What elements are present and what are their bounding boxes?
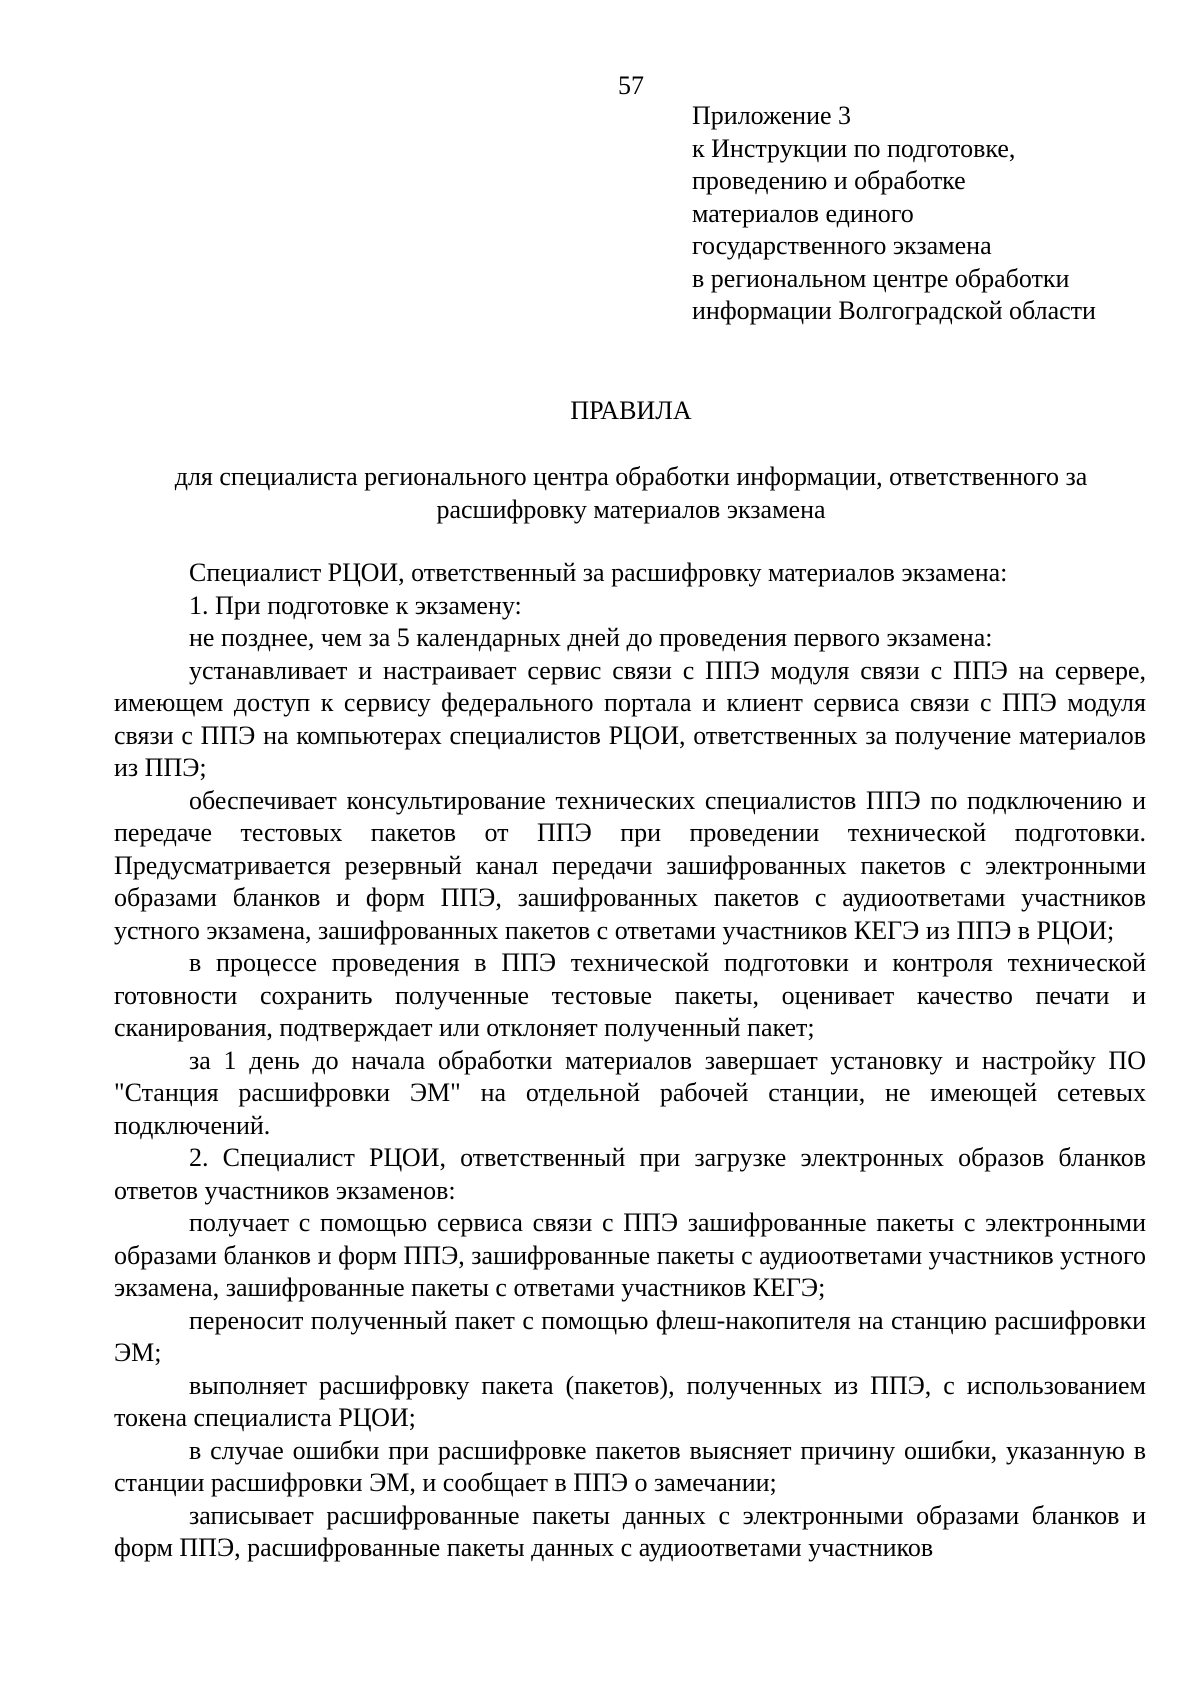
- appendix-line: к Инструкции по подготовке,: [692, 133, 1016, 163]
- appendix-line: проведению и обработке: [692, 166, 966, 195]
- appendix-line: в региональном центре обработки: [692, 263, 1070, 293]
- paragraph: 2. Специалист РЦОИ, ответственный при загрузке электронных образов бланков ответов участников экзаменов:: [114, 1143, 1146, 1205]
- appendix-header: [692, 100, 1172, 328]
- paragraph: в процессе проведения в ППЭ технической подготовки и контроля технической готовности сохранить полученные тестовые пакеты, оценивает качество печати и сканирования, подтверждает или отклоняет полученный пакет;: [114, 948, 1146, 1042]
- paragraph: получает с помощью сервиса связи с ППЭ зашифрованные пакеты с электронными образами бланков и форм ППЭ, зашифрованные пакеты с аудиоответами участников устного экзамена, зашифрованные пакеты с ответами участников КЕГЭ;: [114, 1208, 1146, 1302]
- appendix-line: государственного экзамена: [692, 231, 992, 260]
- paragraph: записывает расшифрованные пакеты данных с электронными образами бланков и форм ППЭ, расшифрованные пакеты данных с аудиоответами участников: [114, 1500, 1146, 1562]
- document-title: ПРАВИЛА: [570, 396, 692, 425]
- paragraph: Специалист РЦОИ, ответственный за расшифровку материалов экзамена:: [189, 558, 1008, 587]
- paragraph: устанавливает и настраивает сервис связи с ППЭ модуля связи с ППЭ на сервере, имеющем доступ к сервису федерального портала и клиент сервиса связи с ППЭ модуля связи с ППЭ на компьютерах специалистов РЦОИ, ответственных за получение материалов из ППЭ;: [114, 655, 1146, 782]
- document-body: [114, 557, 1146, 1565]
- appendix-line: материалов единого: [692, 198, 914, 228]
- paragraph: в случае ошибки при расшифровке пакетов выясняет причину ошибки, указанную в станции расшифровки ЭМ, и сообщает в ППЭ о замечании;: [114, 1435, 1146, 1497]
- document-subtitle: для специалиста регионального центра обработки информации, ответственного за расшифровку материалов экзамена: [174, 462, 1088, 524]
- paragraph: выполняет расшифровку пакета (пакетов), полученных из ППЭ, с использованием токена специалиста РЦОИ;: [114, 1370, 1146, 1432]
- paragraph: переносит полученный пакет с помощью флеш-накопителя на станцию расшифровки ЭМ;: [114, 1305, 1146, 1367]
- paragraph: не позднее, чем за 5 календарных дней до проведения первого экзамена:: [189, 623, 993, 652]
- page-number: 57: [618, 71, 644, 100]
- appendix-line: Приложение 3: [692, 101, 852, 130]
- paragraph: обеспечивает консультирование технических специалистов ППЭ по подключению и передаче тестовых пакетов от ППЭ при проведении технической подготовки. Предусматривается резервный канал передачи зашифрованных пакетов с электронными образами бланков и форм ППЭ, зашифрованных пакетов с аудиоответами участников устного экзамена, зашифрованных пакетов с ответами участников КЕГЭ из ППЭ в РЦОИ;: [114, 785, 1146, 945]
- paragraph: 1. При подготовке к экзамену:: [189, 590, 522, 620]
- appendix-line: информации Волгоградской области: [692, 296, 1096, 325]
- paragraph: за 1 день до начала обработки материалов завершает установку и настройку ПО "Станция расшифровки ЭМ" на отдельной рабочей станции, не имеющей сетевых подключений.: [114, 1045, 1146, 1140]
